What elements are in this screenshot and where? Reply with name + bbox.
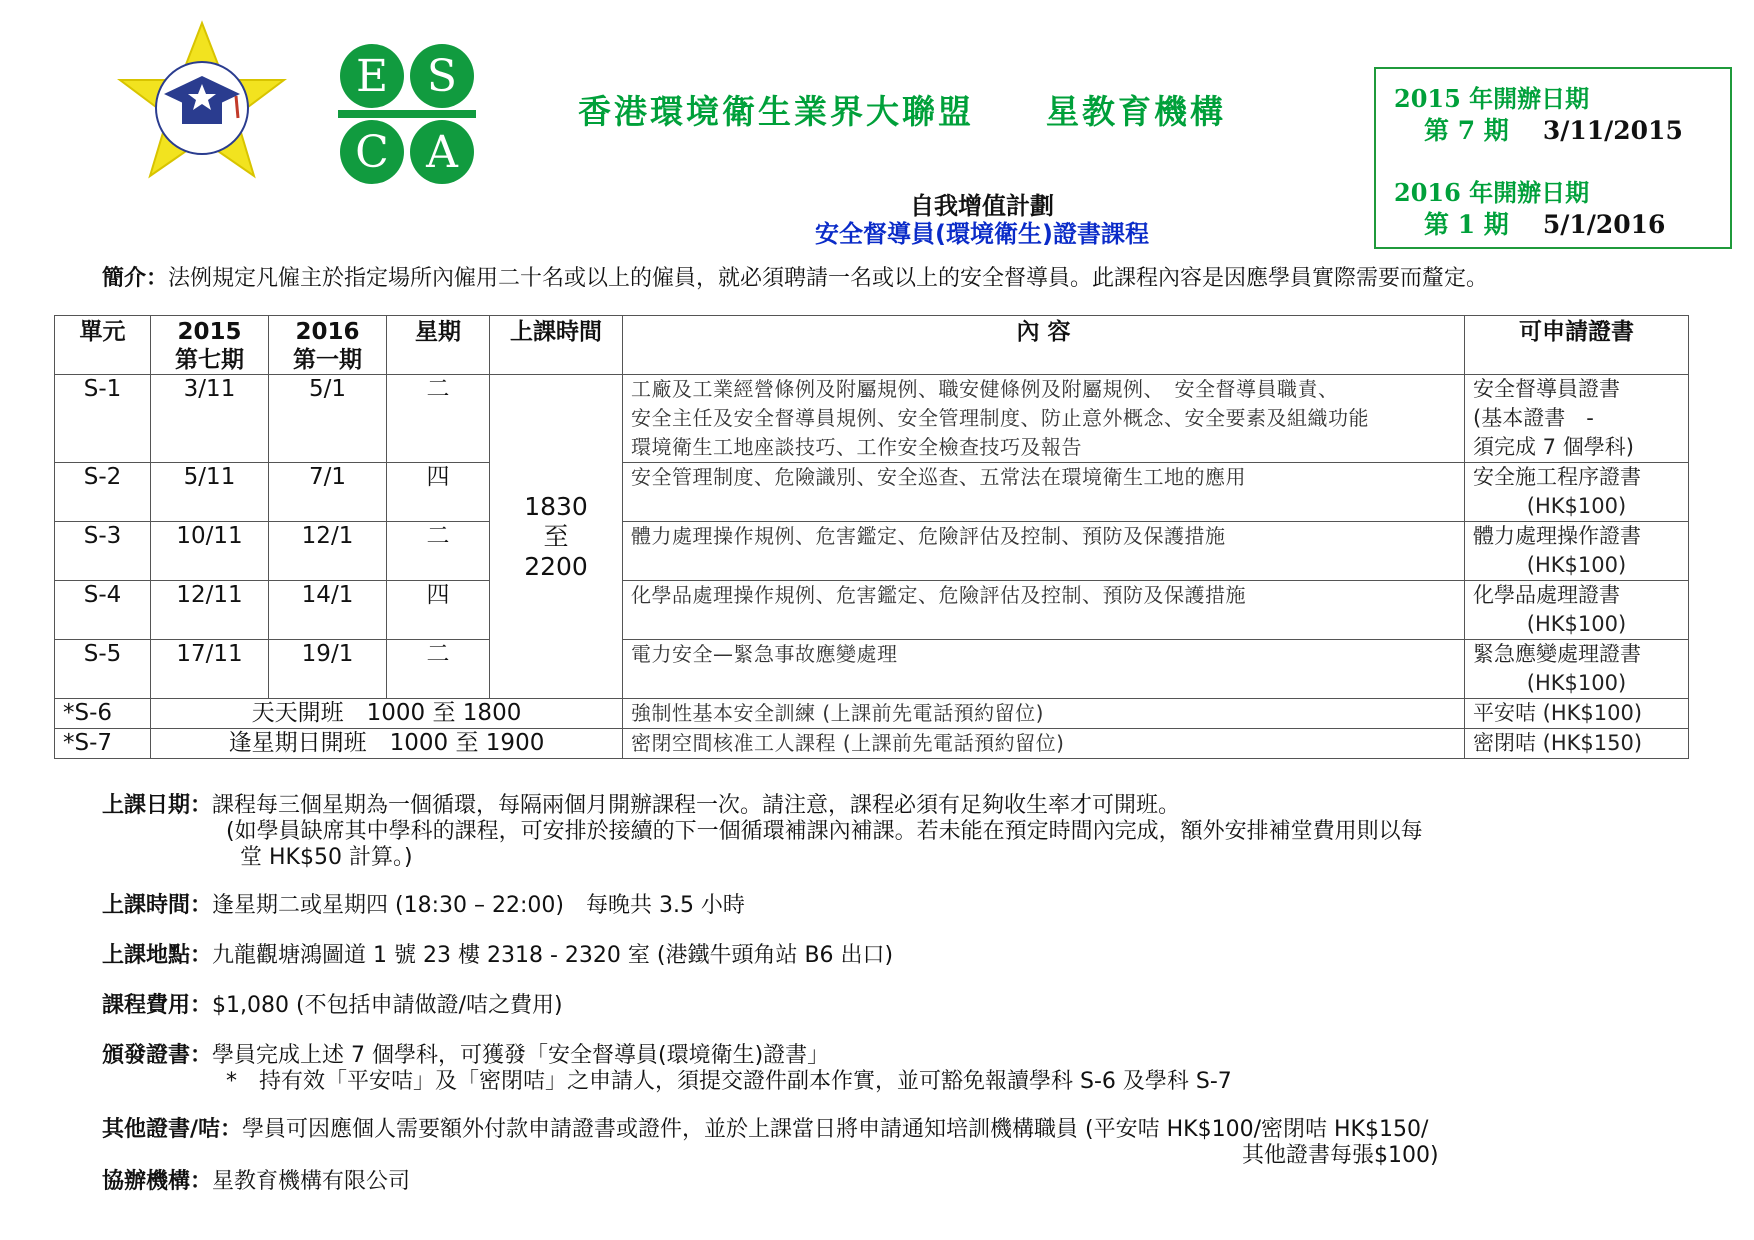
cert-cell bbox=[1465, 375, 1689, 463]
cert-price: (HK$100) bbox=[1526, 612, 1627, 636]
cert-cell: 平安咭 (HK$100) bbox=[1465, 699, 1689, 729]
weekday-cell: 二 bbox=[387, 640, 490, 699]
class-dates-label: 上課日期： bbox=[102, 793, 213, 818]
content-cell: 化學品處理操作規例、危害鑑定、危險評估及控制、預防及保護措施 bbox=[623, 581, 1465, 640]
unit-cell: S-1 bbox=[55, 375, 151, 463]
header-content: 內 容 bbox=[623, 316, 1465, 375]
cert-line: 化學品處理證書 bbox=[1473, 583, 1620, 607]
unit-cell: S-3 bbox=[55, 522, 151, 581]
content-cell: 強制性基本安全訓練 (上課前先電話預約留位) bbox=[623, 699, 1465, 729]
date-2016-cell: 14/1 bbox=[269, 581, 387, 640]
period-2016-label: 第 1 期 bbox=[1424, 210, 1509, 239]
organizer-note bbox=[102, 1169, 410, 1195]
date-2015-cell: 10/11 bbox=[151, 522, 269, 581]
class-time-cell bbox=[490, 375, 623, 699]
unit-cell: S-5 bbox=[55, 640, 151, 699]
weekday-cell: 二 bbox=[387, 522, 490, 581]
unit-cell: *S-6 bbox=[55, 699, 151, 729]
header-2016-year: 2016 bbox=[295, 319, 360, 345]
table-row bbox=[55, 640, 1689, 699]
course-title: 安全督導員(環境衛生)證書課程 bbox=[815, 220, 1149, 248]
cert-line: 緊急應變處理證書 bbox=[1473, 642, 1641, 666]
venue-label: 上課地點： bbox=[102, 943, 213, 968]
weekday-cell: 二 bbox=[387, 375, 490, 463]
organizer-label: 協辦機構： bbox=[102, 1169, 213, 1194]
class-time-label: 上課時間： bbox=[102, 893, 213, 918]
fee-text: $1,080 (不包括申請做證/咭之費用) bbox=[212, 993, 563, 1018]
time-end: 2200 bbox=[524, 551, 588, 581]
time-to: 至 bbox=[543, 521, 569, 551]
table-row bbox=[55, 463, 1689, 522]
date-2016-cell: 19/1 bbox=[269, 640, 387, 699]
cert-line: 體力處理操作證書 bbox=[1473, 524, 1641, 548]
fee-label: 課程費用： bbox=[102, 993, 213, 1018]
cert-cell bbox=[1465, 522, 1689, 581]
table-row bbox=[55, 375, 1689, 463]
cert-cell: 密閉咭 (HK$150) bbox=[1465, 729, 1689, 759]
esca-logo bbox=[338, 42, 476, 187]
header-2015-sub: 第七期 bbox=[175, 347, 244, 373]
cert-cell bbox=[1465, 581, 1689, 640]
content-cell: 體力處理操作規例、危害鑑定、危險評估及控制、預防及保護措施 bbox=[623, 522, 1465, 581]
svg-text:C: C bbox=[355, 127, 389, 178]
unit-cell: *S-7 bbox=[55, 729, 151, 759]
header-time: 上課時間 bbox=[490, 316, 623, 375]
header-unit: 單元 bbox=[55, 316, 151, 375]
certificate-line1: 學員完成上述 7 個學科，可獲發「安全督導員(環境衛生)證書」 bbox=[212, 1043, 830, 1068]
cert-line: (基本證書 - bbox=[1473, 406, 1594, 430]
cert-price: (HK$100) bbox=[1526, 553, 1627, 577]
class-dates-line3: 堂 HK$50 計算。) bbox=[240, 845, 413, 870]
other-cert-line2: 其他證書每張$100) bbox=[1242, 1143, 1439, 1168]
star-education-logo bbox=[112, 18, 292, 183]
other-cert-label: 其他證書/咭： bbox=[102, 1117, 243, 1142]
weekday-cell: 四 bbox=[387, 581, 490, 640]
svg-text:A: A bbox=[426, 127, 458, 178]
plan-title: 自我增值計劃 bbox=[910, 192, 1054, 220]
unit-cell: S-4 bbox=[55, 581, 151, 640]
date-2015-cell: 12/11 bbox=[151, 581, 269, 640]
header-cert: 可申請證書 bbox=[1465, 316, 1689, 375]
certificate-note bbox=[102, 1043, 1232, 1095]
year-2015-label: 2015 年開辦日期 bbox=[1394, 84, 1590, 113]
cert-cell bbox=[1465, 640, 1689, 699]
content-line: 環境衛生工地座談技巧、工作安全檢查技巧及報告 bbox=[631, 435, 1082, 459]
header-2016-sub: 第一期 bbox=[293, 347, 362, 373]
class-time-text: 逢星期二或星期四 (18:30 – 22:00) 每晚共 3.5 小時 bbox=[212, 893, 745, 918]
intro bbox=[102, 261, 1488, 292]
period-2015 bbox=[1424, 111, 1683, 147]
svg-text:S: S bbox=[426, 51, 458, 102]
fee-note bbox=[102, 993, 563, 1019]
date-2016-cell: 12/1 bbox=[269, 522, 387, 581]
content-cell: 密閉空間核准工人課程 (上課前先電話預約留位) bbox=[623, 729, 1465, 759]
content-line: 安全主任及安全督導員規例、安全管理制度、防止意外概念、安全要素及組織功能 bbox=[631, 406, 1369, 430]
schedule-cell: 天天開班 1000 至 1800 bbox=[151, 699, 623, 729]
content-cell bbox=[623, 375, 1465, 463]
class-dates-line1: 課程每三個星期為一個循環，每隔兩個月開辦課程一次。請注意，課程必須有足夠收生率才可開班。 bbox=[212, 793, 1181, 818]
cert-line: 安全施工程序證書 bbox=[1473, 465, 1641, 489]
venue-text: 九龍觀塘鴻圖道 1 號 23 樓 2318 - 2320 室 (港鐵牛頭角站 B6 出口) bbox=[212, 943, 894, 968]
date-2016: 5/1/2016 bbox=[1542, 210, 1666, 239]
cert-line: 安全督導員證書 bbox=[1473, 377, 1620, 401]
opening-dates-box bbox=[1374, 67, 1732, 249]
class-time-note bbox=[102, 893, 745, 919]
header-weekday: 星期 bbox=[387, 316, 490, 375]
certificate-line2: * 持有效「平安咭」及「密閉咭」之申請人，須提交證件副本作實，並可豁免報讀學科 S-6 及學科 S-7 bbox=[226, 1069, 1232, 1094]
table-row bbox=[55, 581, 1689, 640]
table-row bbox=[55, 729, 1689, 759]
svg-text:E: E bbox=[355, 51, 389, 102]
time-start: 1830 bbox=[524, 491, 588, 521]
table-row bbox=[55, 522, 1689, 581]
header-2016 bbox=[269, 316, 387, 375]
date-2016-cell: 5/1 bbox=[269, 375, 387, 463]
table-row bbox=[55, 699, 1689, 729]
header-2015-year: 2015 bbox=[177, 319, 242, 345]
cert-price: (HK$100) bbox=[1526, 494, 1627, 518]
intro-label: 簡介： bbox=[102, 266, 169, 291]
organizer-text: 星教育機構有限公司 bbox=[212, 1169, 411, 1194]
content-line: 工廠及工業經營條例及附屬規例、職安健條例及附屬規例、 安全督導員職責、 bbox=[631, 377, 1339, 401]
intro-text: 法例規定凡僱主於指定場所內僱用二十名或以上的僱員，就必須聘請一名或以上的安全督導員。此課程內容是因應學員實際需要而釐定。 bbox=[168, 266, 1489, 291]
date-2015: 3/11/2015 bbox=[1542, 116, 1683, 145]
content-cell: 安全管理制度、危險識別、安全巡查、五常法在環境衛生工地的應用 bbox=[623, 463, 1465, 522]
certificate-label: 頒發證書： bbox=[102, 1043, 213, 1068]
schedule-table bbox=[54, 315, 1689, 759]
class-dates-note bbox=[102, 793, 1423, 871]
year-2016-label: 2016 年開辦日期 bbox=[1394, 178, 1590, 207]
cert-cell bbox=[1465, 463, 1689, 522]
period-2016 bbox=[1424, 205, 1665, 241]
other-cert-note bbox=[102, 1117, 1439, 1169]
header-2015 bbox=[151, 316, 269, 375]
org-title: 香港環境衛生業界大聯盟 星教育機構 bbox=[578, 92, 1226, 131]
other-cert-line1: 學員可因應個人需要額外付款申請證書或證件，並於上課當日將申請通知培訓機構職員 (平安咭 HK$100/密閉咭 HK$150/ bbox=[242, 1117, 1429, 1142]
venue-note bbox=[102, 943, 893, 969]
schedule-cell: 逢星期日開班 1000 至 1900 bbox=[151, 729, 623, 759]
cert-price: (HK$100) bbox=[1526, 671, 1627, 695]
weekday-cell: 四 bbox=[387, 463, 490, 522]
date-2015-cell: 17/11 bbox=[151, 640, 269, 699]
content-cell: 電力安全—緊急事故應變處理 bbox=[623, 640, 1465, 699]
date-2016-cell: 7/1 bbox=[269, 463, 387, 522]
unit-cell: S-2 bbox=[55, 463, 151, 522]
table-header-row bbox=[55, 316, 1689, 375]
class-dates-line2: (如學員缺席其中學科的課程，可安排於接續的下一個循環補課內補課。若未能在預定時間內完成，額外安排補堂費用則以每 bbox=[226, 819, 1423, 844]
cert-line: 須完成 7 個學科) bbox=[1473, 435, 1634, 459]
date-2015-cell: 3/11 bbox=[151, 375, 269, 463]
date-2015-cell: 5/11 bbox=[151, 463, 269, 522]
period-2015-label: 第 7 期 bbox=[1424, 116, 1509, 145]
